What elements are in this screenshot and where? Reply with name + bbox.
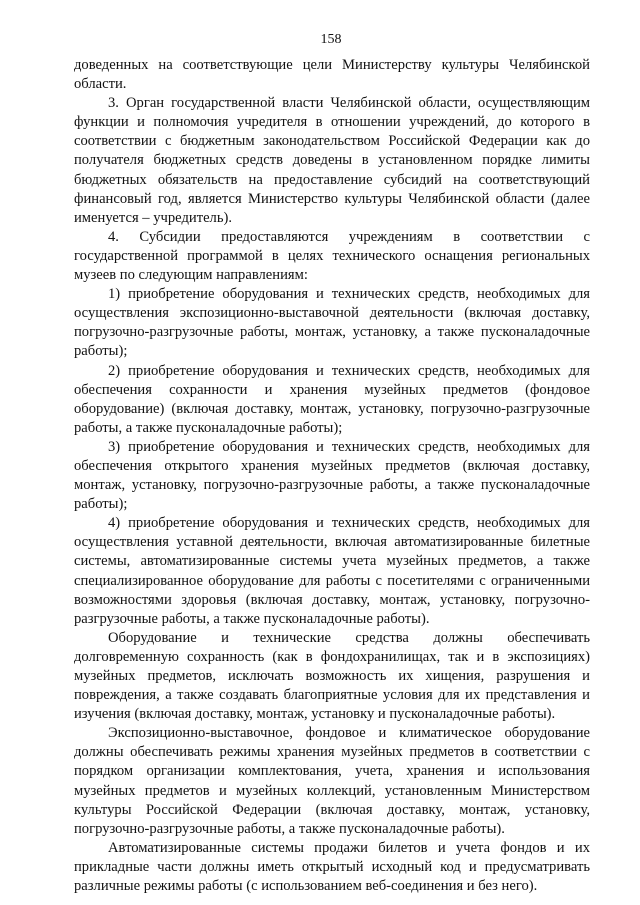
paragraph-10: Автоматизированные системы продажи билетов и учета фондов и их прикладные части должны иметь открытый исходный код и предусматривать различные режимы работы (с использованием веб-соединения и без него). xyxy=(74,839,590,895)
paragraph-3: 4. Субсидии предоставляются учреждениям в соответствии с государственной программой в целях технического оснащения региональных музеев по следующим направлениям: xyxy=(74,228,590,284)
paragraph-1: доведенных на соответствующие цели Министерству культуры Челябинской области. xyxy=(74,57,590,93)
paragraph-7: 4) приобретение оборудования и технических средств, необходимых для осуществления уставной деятельности, включая автоматизированные билетные системы, автоматизированные системы учета музейных предметов, а также специализированное оборудование для работы с посетителями с ограниченными возможностями здоровья (включая доставку, монтаж, установку, погрузочно-разгрузочные работы, а также пусконаладочные работы). xyxy=(74,515,590,627)
page-number: 158 xyxy=(320,32,342,47)
paragraph-4: 1) приобретение оборудования и технических средств, необходимых для осуществления экспозиционно-выставочной деятельности (включая доставку, погрузочно-разгрузочные работы, монтаж, установку, а также пусконаладочные работы); xyxy=(74,286,590,360)
paragraph-9: Экспозиционно-выставочное, фондовое и климатическое оборудование должны обеспечивать режимы хранения музейных предметов в соответствии с порядком организации комплектования, учета, хранения и использования музейных предметов и музейных коллекций, установленным Министерством культуры Российской Федерации (включая доставку, монтаж, установку, погрузочно-разгрузочные работы, а также пусконаладочные работы). xyxy=(74,725,590,837)
document-body xyxy=(74,56,590,896)
paragraph-6: 3) приобретение оборудования и технических средств, необходимых для обеспечения открытого хранения музейных предметов (включая доставку, монтаж, установку, погрузочно-разгрузочные работы, а также пусконаладочные работы); xyxy=(74,438,590,513)
paragraph-8: Оборудование и технические средства должны обеспечивать долговременную сохранность (как в фондохранилищах, так и в экспозициях) музейных предметов, исключать возможность их хищения, разрушения и повреждения, а также создавать благоприятные условия для их представления и изучения (включая доставку, монтаж, установку и пусконаладочные работы). xyxy=(74,629,590,723)
paragraph-2: 3. Орган государственной власти Челябинской области, осуществляющим функции и полномочия учредителя в отношении учреждений, до которого в соответствии с бюджетным законодательством Российской Федерации как до получателя бюджетных средств доведены в установленном порядке лимиты бюджетных обязательств на предоставление субсидий на соответствующий финансовый год, является Министерство культуры Челябинской области (далее именуется – учредитель). xyxy=(74,95,590,226)
paragraph-5: 2) приобретение оборудования и технических средств, необходимых для обеспечения сохранности и хранения музейных предметов (фондовое оборудование) (включая доставку, монтаж, установку, погрузочно-разгрузочные работы, а также пусконаладочные работы); xyxy=(74,362,590,436)
